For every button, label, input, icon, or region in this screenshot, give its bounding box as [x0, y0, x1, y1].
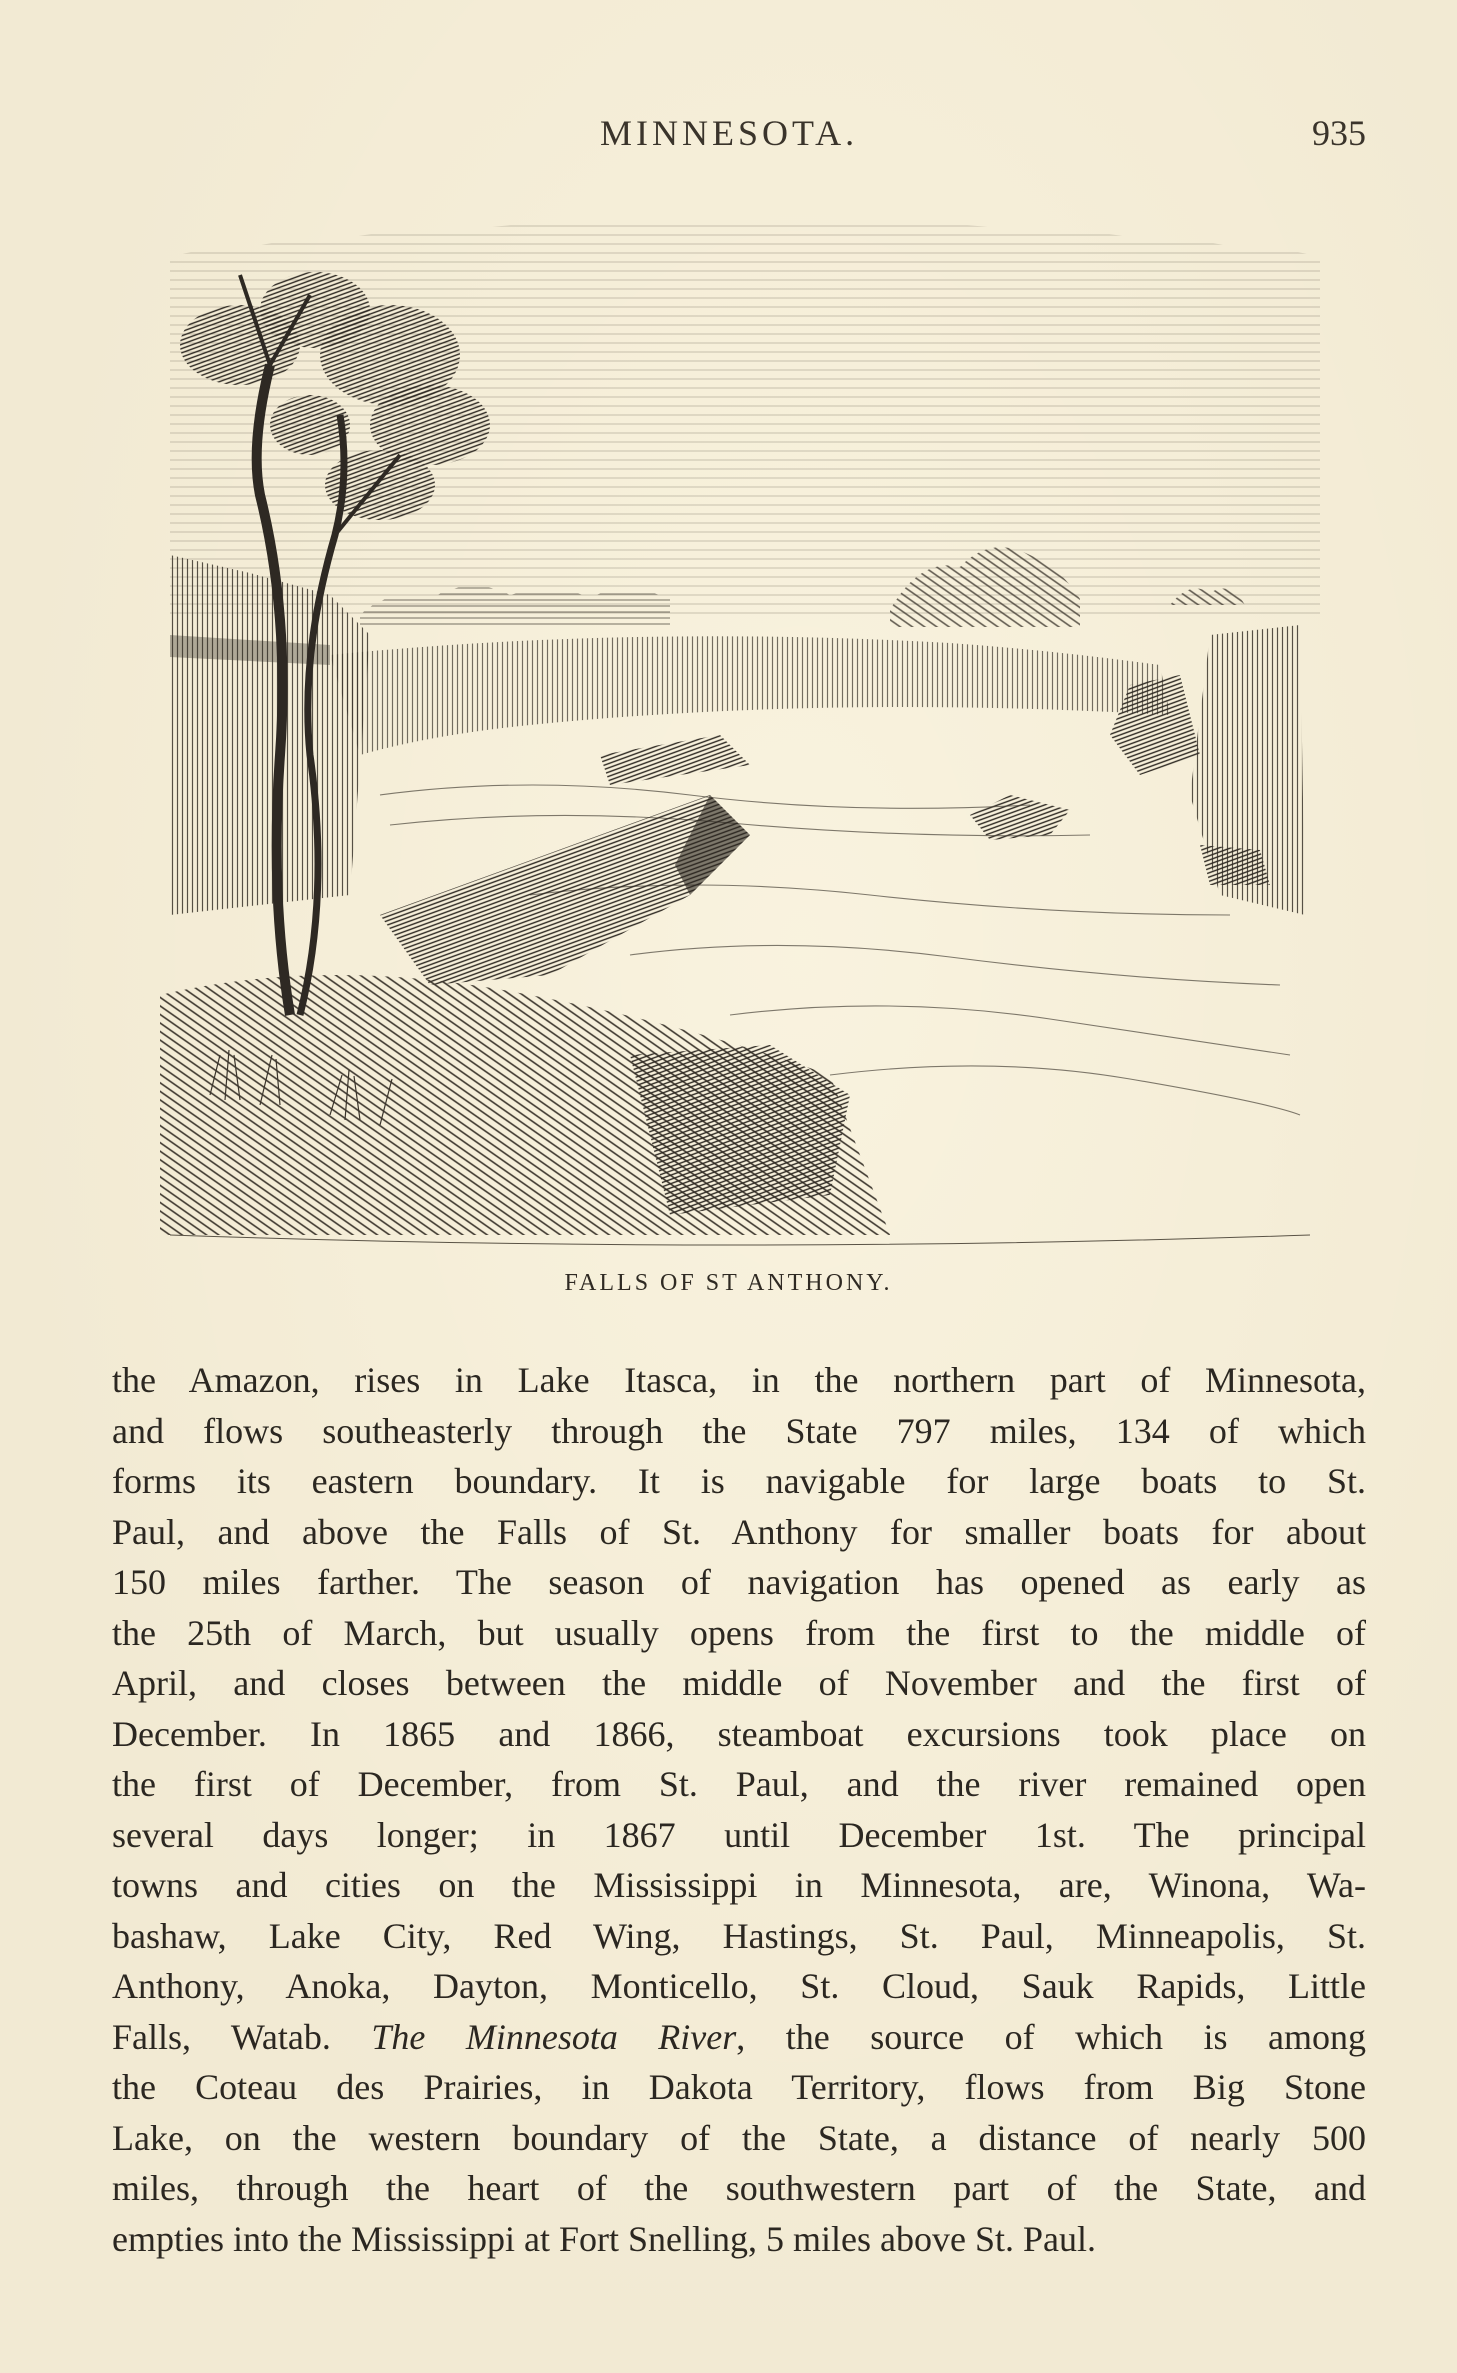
- text-line: [112, 1557, 1366, 1608]
- body-text: [112, 1355, 1366, 2264]
- running-head: [0, 112, 1457, 162]
- text-line: [112, 1355, 1366, 1406]
- text-line: [112, 1709, 1366, 1760]
- text-segment: Anthony, Anoka, Dayton, Monticello, St. Cloud, Sauk Rapids, Little: [112, 1966, 1366, 2006]
- text-segment: forms its eastern boundary. It is navigable for large boats to St.: [112, 1461, 1366, 1501]
- text-line: [112, 2012, 1366, 2063]
- text-line: [112, 1507, 1366, 1558]
- illustration-caption: FALLS OF ST ANTHONY.: [564, 1270, 893, 1296]
- text-segment: the Amazon, rises in Lake Itasca, in the northern part of Minnesota,: [112, 1360, 1366, 1400]
- text-segment: the first of December, from St. Paul, and the river remained open: [112, 1764, 1366, 1804]
- text-line: [112, 1911, 1366, 1962]
- text-line: [112, 1658, 1366, 1709]
- text-segment: Paul, and above the Falls of St. Anthony for smaller boats for about: [112, 1511, 1366, 1552]
- text-line: [112, 2113, 1366, 2164]
- text-line: [112, 2163, 1366, 2214]
- text-segment: towns and cities on the Mississippi in Minnesota, are, Winona, Wa-: [112, 1865, 1366, 1905]
- text-line: [112, 1759, 1366, 1810]
- text-line: [112, 1810, 1366, 1861]
- text-segment: December. In 1865 and 1866, steamboat excursions took place on: [112, 1713, 1366, 1754]
- text-line: [112, 2062, 1366, 2113]
- page-number: 935: [1312, 113, 1366, 153]
- text-line: [112, 1456, 1366, 1507]
- running-title: MINNESOTA.: [600, 113, 859, 153]
- text-segment: the Coteau des Prairies, in Dakota Territory, flows from Big Stone: [112, 2067, 1366, 2107]
- text-segment: the 25th of March, but usually opens from the first to the middle of: [112, 1612, 1366, 1653]
- text-line: [112, 1860, 1366, 1911]
- text-segment: empties into the Mississippi at Fort Snelling, 5 miles above St. Paul.: [112, 2218, 1096, 2259]
- text-segment: and flows southeasterly through the State 797 miles, 134 of which: [112, 1410, 1366, 1451]
- text-segment: 150 miles farther. The season of navigation has opened as early as: [112, 1562, 1366, 1602]
- text-line: [112, 1608, 1366, 1659]
- text-segment: bashaw, Lake City, Red Wing, Hastings, St. Paul, Minneapolis, St.: [112, 1915, 1366, 1956]
- falls-engraving-illustration: [130, 195, 1340, 1260]
- text-segment: Lake, on the western boundary of the State, a distance of nearly 500: [112, 2117, 1366, 2158]
- text-line: [112, 1961, 1366, 2012]
- text-segment: miles, through the heart of the southwestern part of the State, and: [112, 2168, 1366, 2208]
- text-line: [112, 1406, 1366, 1457]
- text-segment: Falls, Watab.: [112, 2016, 372, 2057]
- text-segment: The Minnesota River: [371, 2016, 737, 2057]
- text-segment: April, and closes between the middle of November and the first of: [112, 1663, 1366, 1703]
- text-segment: , the source of which is among: [736, 2016, 1366, 2057]
- text-line: [112, 2214, 1366, 2265]
- text-segment: several days longer; in 1867 until December 1st. The principal: [112, 1814, 1366, 1855]
